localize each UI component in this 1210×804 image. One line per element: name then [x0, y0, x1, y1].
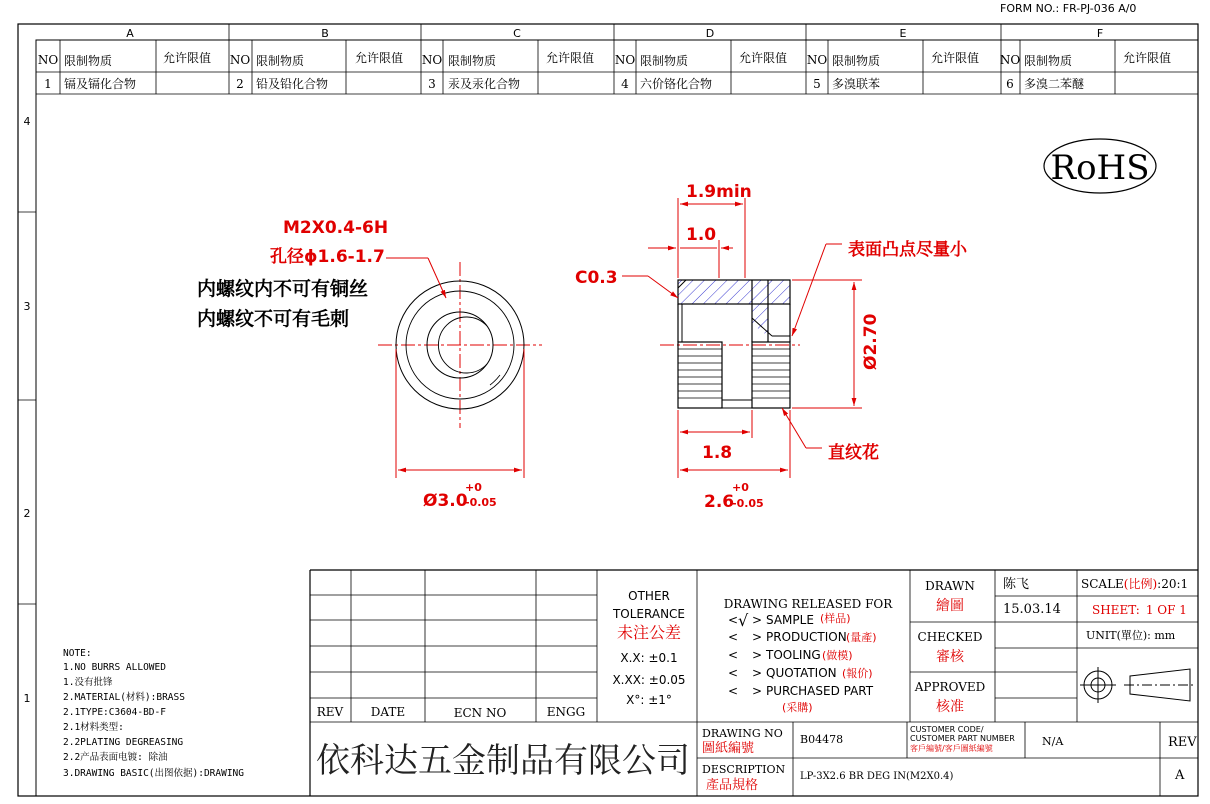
svg-text:>: > — [752, 630, 763, 644]
tol-deg: X°: ±1° — [626, 693, 672, 707]
checked-label-cn: 審核 — [936, 649, 964, 665]
th-substance-4: 限制物质 — [640, 54, 689, 68]
release-quotation[interactable]: QUOTATION — [766, 666, 837, 680]
release-sample-cn: (样品) — [820, 612, 851, 625]
release-check-icon: √ — [738, 611, 749, 630]
surface-note: 表面凸点尽量小 — [848, 240, 967, 260]
td-no-3: 3 — [428, 77, 436, 91]
customer-label-1: CUSTOMER CODE/ — [910, 725, 984, 734]
dia-outer-label: Ø3.0 — [423, 491, 468, 511]
company-name: 依科达五金制品有限公司 — [316, 741, 690, 781]
date-header: DATE — [370, 705, 406, 719]
th-substance-6: 限制物质 — [1024, 54, 1073, 68]
unit-label: UNIT — [1086, 629, 1117, 642]
drawing-no-label-cn: 圖紙編號 — [702, 741, 755, 756]
rev-value: A — [1175, 768, 1185, 783]
description-value: LP-3X2.6 BR DEG IN(M2X0.4) — [800, 771, 954, 782]
dim-chamfer: C0.3 — [575, 268, 618, 288]
release-production[interactable]: PRODUCTION — [766, 630, 847, 644]
note-line-3: 2.MATERIAL(材料):BRASS — [63, 692, 185, 703]
svg-text:>: > — [752, 684, 763, 698]
dim-2-6: 2.6 — [704, 492, 735, 512]
th-substance-3: 限制物质 — [448, 54, 497, 68]
customer-label-cn: 客戶編號/客戶圖紙編號 — [910, 744, 993, 753]
sheet-value: 1 OF 1 — [1145, 603, 1187, 617]
side-view — [622, 198, 862, 478]
dim-1-8: 1.8 — [702, 443, 733, 463]
th-limit-5: 允许限值 — [931, 51, 980, 65]
svg-text:SHEET:1 OF 1 — [1092, 603, 1187, 617]
rev-label: REV — [1168, 735, 1197, 750]
th-limit-1: 允许限值 — [163, 51, 212, 65]
note-line-7: 2.2产品表面电镀: 除油 — [63, 752, 168, 763]
rev-header: REV — [316, 705, 344, 719]
approved-label: APPROVED — [914, 680, 986, 694]
release-tooling-cn: (做模) — [822, 649, 853, 662]
td-name-1: 镉及镉化合物 — [64, 77, 137, 91]
note-no-copper: 内螺纹内不可有铜丝 — [197, 278, 369, 300]
td-no-5: 5 — [813, 77, 821, 91]
release-purchased-cn: (采購) — [782, 701, 813, 714]
scale-label: SCALE — [1081, 577, 1124, 591]
col-label-c: C — [513, 27, 521, 40]
svg-text:SCALE(比例):20:1 — [1081, 576, 1188, 591]
svg-text:>: > — [752, 666, 763, 680]
svg-text:>: > — [752, 613, 763, 627]
end-view — [378, 258, 542, 478]
drawn-date: 15.03.14 — [1003, 602, 1061, 617]
drawn-label: DRAWN — [925, 579, 975, 593]
approved-label-cn: 核准 — [936, 699, 964, 715]
outer-border — [18, 24, 1198, 796]
th-no-3: NO — [421, 53, 443, 67]
description-label: DESCRIPTION — [702, 763, 786, 776]
release-purchased[interactable]: PURCHASED PART — [766, 684, 874, 698]
note-line-1: 1.NO BURRS ALLOWED — [63, 662, 166, 673]
tol-xx: X.X: ±0.1 — [620, 651, 678, 665]
customer-label-2: CUSTOMER PART NUMBER — [910, 734, 1015, 743]
checked-label: CHECKED — [917, 630, 983, 644]
th-no-6: NO — [999, 53, 1021, 67]
row-label-1: 1 — [23, 692, 31, 705]
td-name-4: 六价铬化合物 — [640, 77, 713, 91]
th-limit-6: 允许限值 — [1123, 51, 1172, 65]
drawn-by: 陈飞 — [1003, 577, 1030, 592]
col-label-f: F — [1096, 27, 1104, 40]
hole-spec: 孔径ϕ1.6-1.7 — [270, 247, 385, 267]
engg-header: ENGG — [546, 705, 586, 719]
th-limit-4: 允许限值 — [739, 51, 788, 65]
form-number: FORM NO.: FR-PJ-036 A/0 — [1000, 2, 1137, 15]
dim-1-0: 1.0 — [686, 225, 717, 245]
th-no-4: NO — [614, 53, 636, 67]
dim-min-length: 1.9min — [686, 182, 752, 202]
projection-symbol — [1080, 667, 1196, 703]
dim-dia-2-70: Ø2.70 — [861, 313, 881, 370]
th-substance-5: 限制物质 — [832, 54, 881, 68]
note-line-6: 2.2PLATING DEGREASING — [63, 737, 184, 748]
release-sample[interactable]: SAMPLE — [766, 613, 814, 627]
svg-text:<: < — [728, 648, 739, 662]
scale-label-cn: (比例) — [1123, 577, 1158, 591]
svg-text:<: < — [728, 630, 739, 644]
tol-title-cn: 未注公差 — [616, 623, 682, 642]
ecn-header: ECN NO — [453, 706, 507, 720]
dim-2-6-tol-down: -0.05 — [732, 497, 764, 510]
drawing-no-label: DRAWING NO — [702, 727, 783, 740]
tol-xxx: X.XX: ±0.05 — [612, 673, 686, 687]
note-line-0: NOTE: — [63, 648, 92, 659]
sheet-label: SHEET: — [1092, 603, 1140, 617]
svg-text:UNIT(單位): mm — [1086, 629, 1176, 642]
knurl-note: 直纹花 — [828, 443, 879, 463]
row-label-3: 3 — [23, 300, 31, 313]
th-no-5: NO — [806, 53, 828, 67]
thread-spec: M2X0.4-6H — [283, 218, 389, 238]
unit-value: : mm — [1147, 629, 1176, 642]
note-line-4: 2.1TYPE:C3604-BD-F — [63, 707, 166, 718]
dia-outer-tol-down: -0.05 — [465, 496, 497, 509]
td-no-2: 2 — [236, 77, 244, 91]
td-name-5: 多溴联苯 — [832, 77, 881, 91]
release-tooling[interactable]: TOOLING — [766, 648, 821, 662]
note-line-8: 3.DRAWING BASIC(出图依据):DRAWING — [63, 768, 244, 779]
release-production-cn: (量產) — [846, 631, 877, 644]
description-label-cn: 產品規格 — [706, 778, 759, 793]
note-line-5: 2.1材料类型: — [63, 722, 124, 733]
tol-title-2: TOLERANCE — [612, 607, 686, 621]
svg-text:>: > — [752, 648, 763, 662]
release-title: DRAWING RELEASED FOR — [723, 597, 893, 611]
th-no-2: NO — [229, 53, 251, 67]
rohs-mark: RoHS — [1050, 148, 1150, 188]
release-quotation-cn: (報价) — [842, 667, 873, 680]
dim-2-6-tol-up: +0 — [732, 481, 749, 494]
col-label-d: D — [705, 27, 715, 40]
th-substance-1: 限制物质 — [64, 54, 113, 68]
col-label-a: A — [126, 27, 134, 40]
note-line-2: 1.没有批锋 — [63, 677, 113, 688]
drawing-no-value: B04478 — [800, 733, 844, 746]
unit-label-cn: (單位) — [1116, 629, 1148, 642]
drawn-label-cn: 繪圖 — [936, 598, 964, 614]
td-name-2: 铅及铅化合物 — [256, 77, 329, 91]
th-limit-3: 允许限值 — [546, 51, 595, 65]
dia-outer-tol-up: +0 — [465, 481, 482, 494]
row-label-4: 4 — [23, 115, 31, 128]
td-no-6: 6 — [1006, 77, 1014, 91]
svg-text:<: < — [728, 684, 739, 698]
td-no-1: 1 — [44, 77, 52, 91]
note-no-burrs: 内螺纹不可有毛刺 — [197, 308, 350, 330]
col-label-e: E — [899, 27, 907, 40]
td-no-4: 4 — [621, 77, 629, 91]
th-limit-2: 允许限值 — [355, 51, 404, 65]
col-label-b: B — [321, 27, 329, 40]
svg-text:<: < — [728, 613, 739, 627]
svg-text:<: < — [728, 666, 739, 680]
td-name-6: 多溴二苯醚 — [1024, 77, 1085, 91]
th-no-1: NO — [37, 53, 59, 67]
tol-title-1: OTHER — [628, 589, 670, 603]
scale-value: :20:1 — [1157, 577, 1189, 591]
td-name-3: 汞及汞化合物 — [448, 77, 521, 91]
customer-value: N/A — [1042, 735, 1064, 748]
th-substance-2: 限制物质 — [256, 54, 305, 68]
row-label-2: 2 — [23, 507, 31, 520]
